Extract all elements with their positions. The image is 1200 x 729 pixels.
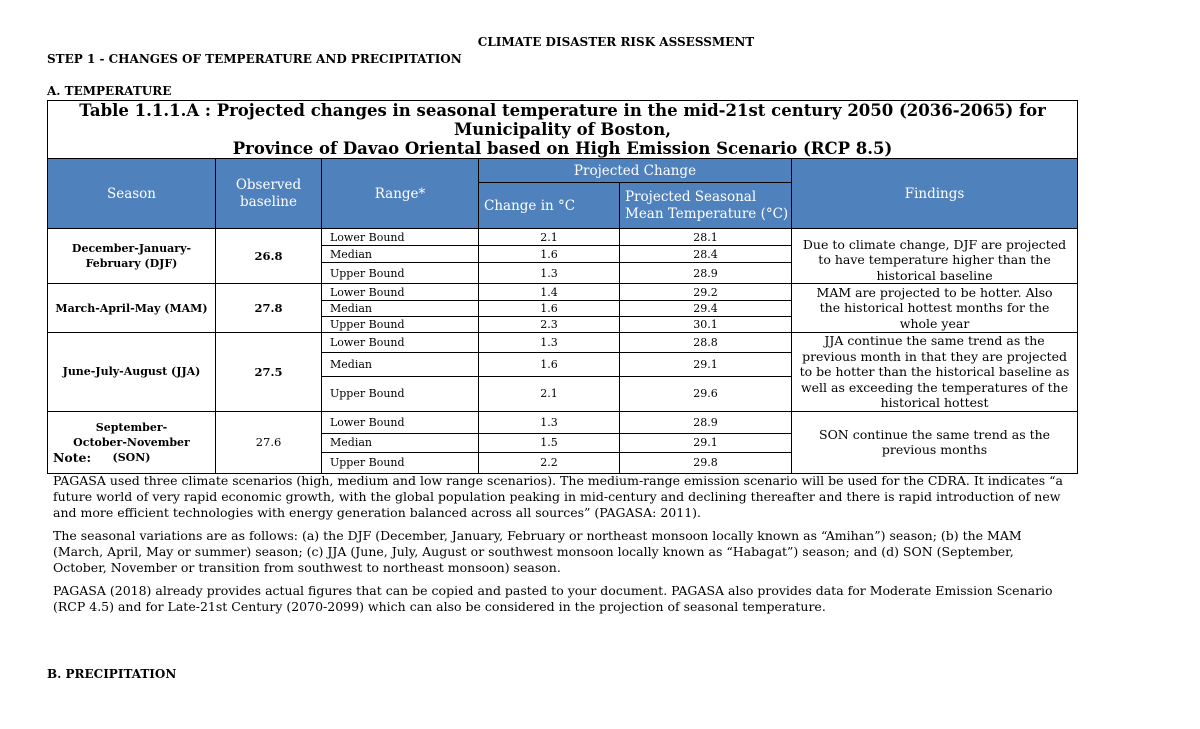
change-cell: 1.3 <box>479 333 620 353</box>
change-cell: 1.4 <box>479 284 620 301</box>
season-cell <box>48 229 216 284</box>
baseline-cell: 26.8 <box>216 229 322 284</box>
mean-cell: 28.9 <box>620 411 792 433</box>
change-cell: 1.3 <box>479 411 620 433</box>
document-title: CLIMATE DISASTER RISK ASSESSMENT <box>477 35 755 49</box>
range-cell: Median <box>322 352 479 376</box>
mean-cell: 30.1 <box>620 317 792 333</box>
note-paragraph-3: PAGASA (2018) already provides actual figures that can be copied and pasted to your document. PAGASA also provides data for Moderate Emission Scenario (RCP 4.5) and for Late-21st Century (2070-2099) which can also be considered in the projection of seasonal temperature. <box>53 583 1053 614</box>
header-change: Change in °C <box>479 183 620 229</box>
change-cell: 1.6 <box>479 301 620 317</box>
header-findings: Findings <box>792 159 1078 229</box>
mean-cell: 28.9 <box>620 263 792 284</box>
mean-cell: 29.2 <box>620 284 792 301</box>
section-b-heading: B. PRECIPITATION <box>47 667 177 681</box>
table-caption-line-1: Table 1.1.1.A : Projected changes in seasonal temperature in the mid-21st century 2050 (2036-2065) for Municipality of Boston, <box>79 101 1046 139</box>
baseline-cell: 27.6 <box>216 411 322 473</box>
mean-cell: 29.1 <box>620 433 792 452</box>
section-a-heading: A. TEMPERATURE <box>47 84 172 98</box>
change-cell: 2.1 <box>479 376 620 411</box>
table-caption-row <box>48 101 1078 159</box>
mean-cell: 28.4 <box>620 246 792 263</box>
table-row <box>48 411 1078 433</box>
findings-cell: Due to climate change, DJF are projected to have temperature higher than the historical baseline <box>792 229 1078 284</box>
range-cell: Lower Bound <box>322 229 479 246</box>
mean-cell: 29.8 <box>620 452 792 473</box>
note-paragraph-1: PAGASA used three climate scenarios (high, medium and low range scenarios). The medium-range emission scenario will be used for the CDRA. It indicates “a future world of very rapid economic growth, with the global population peaking in mid-century and declining thereafter and there is rapid introduction of new and more efficient technologies with energy generation balanced across all sources” (PAGASA: 2011). <box>53 473 1063 520</box>
change-cell: 1.3 <box>479 263 620 284</box>
mean-cell: 29.4 <box>620 301 792 317</box>
header-seasonal-mean: Projected Seasonal Mean Temperature (°C) <box>620 183 792 229</box>
header-observed-baseline-label: Observed baseline <box>235 176 302 210</box>
change-cell: 2.1 <box>479 229 620 246</box>
notes-section <box>53 450 1068 622</box>
season-label: December-January-February (DJF) <box>71 242 192 270</box>
change-cell: 2.3 <box>479 317 620 333</box>
baseline-cell: 27.8 <box>216 284 322 333</box>
header-row-1 <box>48 159 1078 183</box>
mean-cell: 29.1 <box>620 352 792 376</box>
range-cell: Upper Bound <box>322 452 479 473</box>
header-observed-baseline <box>216 159 322 229</box>
season-cell: March-April-May (MAM) <box>48 284 216 333</box>
range-cell: Upper Bound <box>322 263 479 284</box>
range-cell: Upper Bound <box>322 317 479 333</box>
findings-cell: JJA continue the same trend as the previous month in that they are projected to be hotter than the historical baseline as well as exceeding the temperatures of the historical hottest <box>792 333 1078 412</box>
table-caption-line-2: Province of Davao Oriental based on High Emission Scenario (RCP 8.5) <box>232 139 893 158</box>
header-range: Range* <box>322 159 479 229</box>
temperature-table <box>47 100 1078 474</box>
range-cell: Lower Bound <box>322 284 479 301</box>
range-cell: Lower Bound <box>322 411 479 433</box>
mean-cell: 29.6 <box>620 376 792 411</box>
change-cell: 1.6 <box>479 246 620 263</box>
range-cell: Upper Bound <box>322 376 479 411</box>
season-cell: June-July-August (JJA) <box>48 333 216 412</box>
findings-text: SON continue the same trend as the previous months <box>819 426 1051 457</box>
change-cell: 1.5 <box>479 433 620 452</box>
table-row <box>48 284 1078 301</box>
table-row <box>48 333 1078 353</box>
findings-text: MAM are projected to be hotter. Also the historical hottest months for the whole year <box>816 284 1053 331</box>
header-season: Season <box>48 159 216 229</box>
header-projected-change: Projected Change <box>479 159 792 183</box>
note-label: Note: <box>53 450 92 465</box>
step-heading: STEP 1 - CHANGES OF TEMPERATURE AND PRECIPITATION <box>47 52 462 66</box>
note-paragraph-2: The seasonal variations are as follows: (a) the DJF (December, January, February or northeast monsoon locally known as “Amihan”) season; (b) the MAM (March, April, May or summer) season; (c) JJA (June, July, August or southwest monsoon locally known as “Habagat”) season; and (d) SON (September, October, November or transition from southwest to northeast monsoon) season. <box>53 528 1022 575</box>
mean-cell: 28.8 <box>620 333 792 353</box>
change-cell: 2.2 <box>479 452 620 473</box>
table-caption <box>48 101 1078 159</box>
change-cell: 1.6 <box>479 352 620 376</box>
range-cell: Median <box>322 433 479 452</box>
season-label: September-October-November (SON) <box>73 420 190 464</box>
range-cell: Median <box>322 301 479 317</box>
range-cell: Median <box>322 246 479 263</box>
mean-cell: 28.1 <box>620 229 792 246</box>
findings-cell <box>792 284 1078 333</box>
table-row <box>48 229 1078 246</box>
baseline-cell: 27.5 <box>216 333 322 412</box>
range-cell: Lower Bound <box>322 333 479 353</box>
